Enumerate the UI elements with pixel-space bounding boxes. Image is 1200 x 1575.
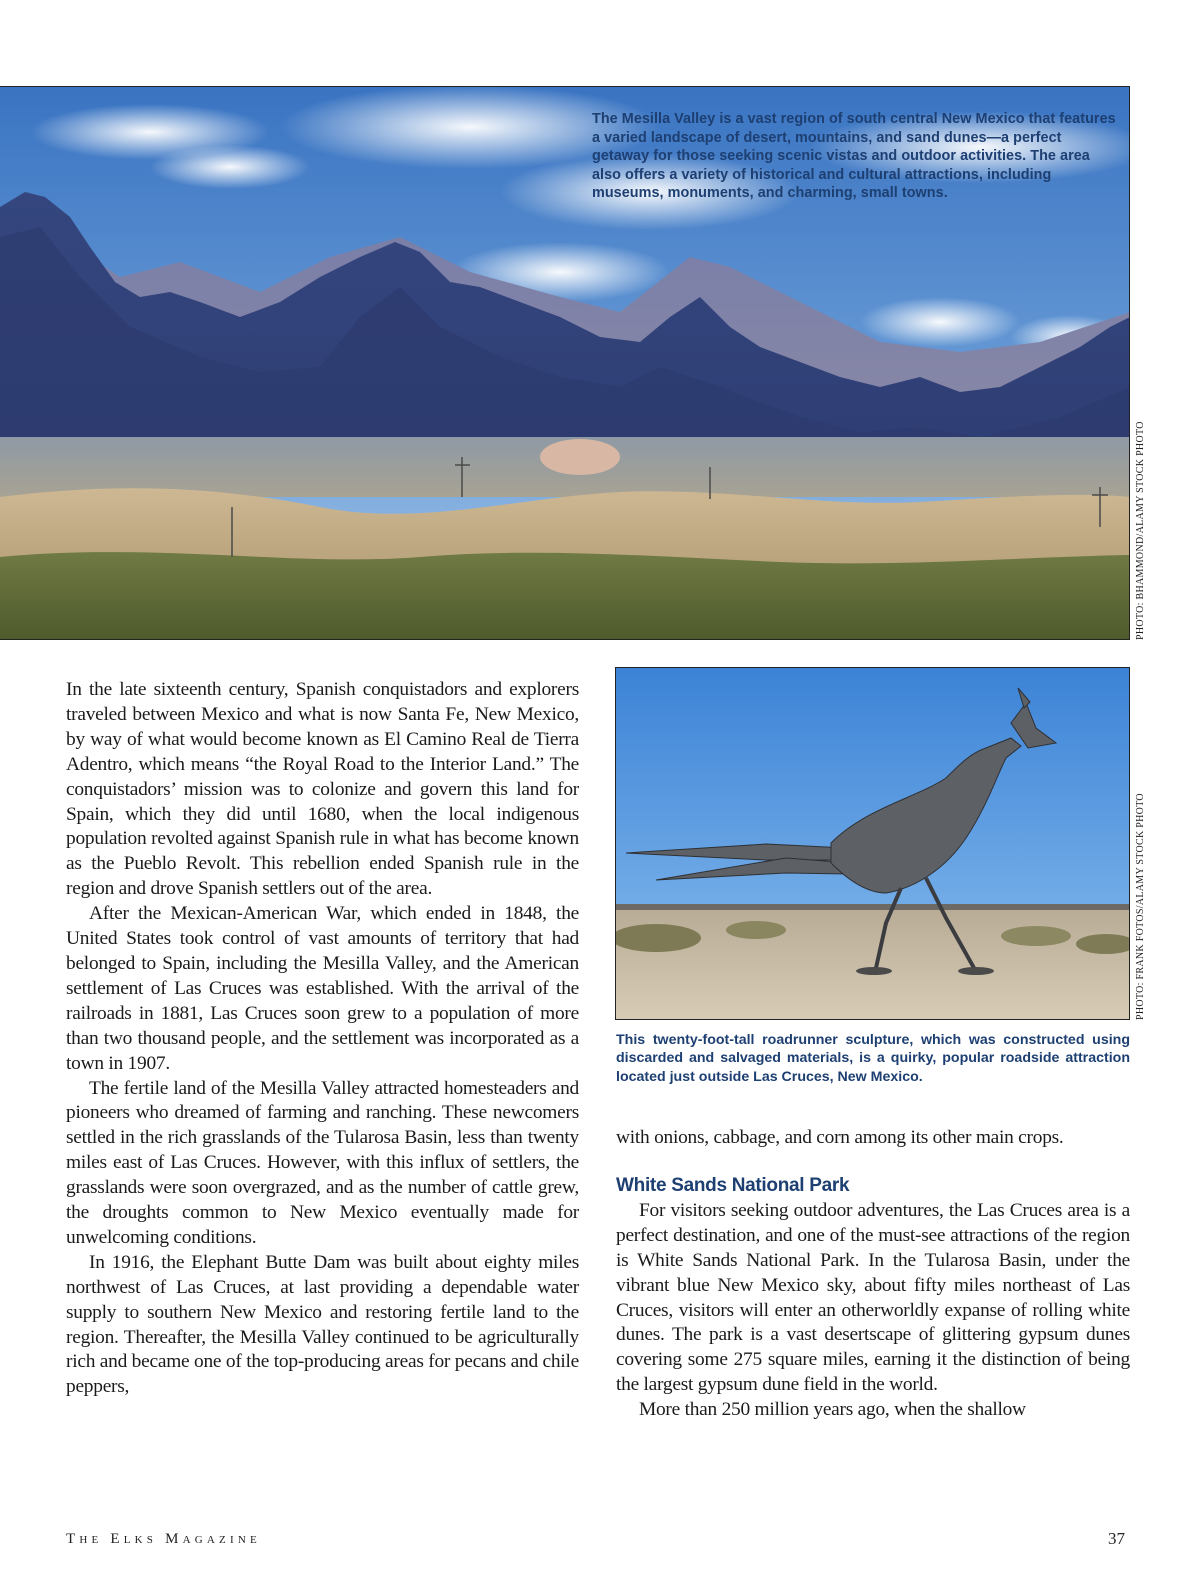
magazine-title-footer: The Elks Magazine — [66, 1531, 261, 1547]
hero-photo-credit: PHOTO: BHAMMOND/ALAMY STOCK PHOTO — [1135, 421, 1146, 640]
roadrunner-sculpture-image — [616, 668, 1130, 1020]
roadrunner-photo-credit: PHOTO: FRANK FOTOS/ALAMY STOCK PHOTO — [1135, 793, 1146, 1020]
roadrunner-caption: This twenty-foot-tall roadrunner sculpture, which was constructed using discarded and salvaged materials, is a quirky, popular roadside attraction located just outside Las Cruces, New Mexico. — [616, 1032, 1130, 1085]
article-left-column — [66, 678, 579, 1400]
section-heading-white-sands: White Sands National Park — [616, 1174, 850, 1196]
paragraph-3: The fertile land of the Mesilla Valley attracted homesteaders and pioneers who dreamed of farming and ranching. These newcomers settled in the rich grasslands of the Tularosa Basin, less than twenty miles east of Las Cruces. However, with this influx of settlers, the grasslands were soon overgrazed, and as the number of cattle grew, the droughts common to New Mexico eventually made for unwelcoming conditions. — [66, 1077, 579, 1248]
page-number: 37 — [1108, 1529, 1125, 1548]
paragraph-6: More than 250 million years ago, when the shallow — [639, 1399, 1026, 1421]
paragraph-5: For visitors seeking outdoor adventures, the Las Cruces area is a perfect destination, and one of the must-see attractions of the region is White Sands National Park. In the Tularosa Basin, under the vibrant blue New Mexico sky, about fifty miles northeast of Las Cruces, visitors will enter an otherworldly expanse of rolling white dunes. The park is a vast desertscape of glittering gypsum dunes covering some 275 square miles, earning it the distinction of being the largest gypsum dune field in the world. — [616, 1199, 1130, 1396]
paragraph-continuation: with onions, cabbage, and corn among its other main crops. — [616, 1127, 1064, 1148]
paragraph-2: After the Mexican-American War, which ended in 1848, the United States took control of vast amounts of territory that had belonged to Spain, including the Mesilla Valley, and the American settlement of Las Cruces was established. With the arrival of the railroads in 1881, Las Cruces soon grew to a population of more than two thousand people, and the settlement was incorporated as a town in 1907. — [66, 903, 579, 1074]
paragraph-4: In 1916, the Elephant Butte Dam was built about eighty miles northwest of Las Cruces, at last providing a dependable water supply to southern New Mexico and restoring fertile land to the region. Thereafter, the Mesilla Valley continued to be agriculturally rich and became one of the top-producing areas for pecans and chile peppers, — [66, 1251, 579, 1398]
paragraph-1: In the late sixteenth century, Spanish conquistadors and explorers traveled between Mexico and what is now Santa Fe, New Mexico, by way of what would become known as El Camino Real de Tierra Adentro, which means “the Royal Road to the Interior Land.” The conquistadors’ mission was to colonize and govern this land for Spain, which they did until 1680, when the local indigenous population revolted against Spanish rule in what has become known as the Pueblo Revolt. This rebellion ended Spanish rule in the region and drove Spanish settlers out of the area. — [66, 679, 579, 900]
hero-caption: The Mesilla Valley is a vast region of south central New Mexico that features a varied landscape of desert, mountains, and sand dunes—a perfect getaway for those seeking scenic vistas and outdoor activities. The area also offers a variety of historical and cultural attractions, including museums, monuments, and charming, small towns. — [592, 111, 1116, 201]
roadrunner-photo — [615, 667, 1130, 1020]
article-right-column — [616, 1126, 1130, 1423]
